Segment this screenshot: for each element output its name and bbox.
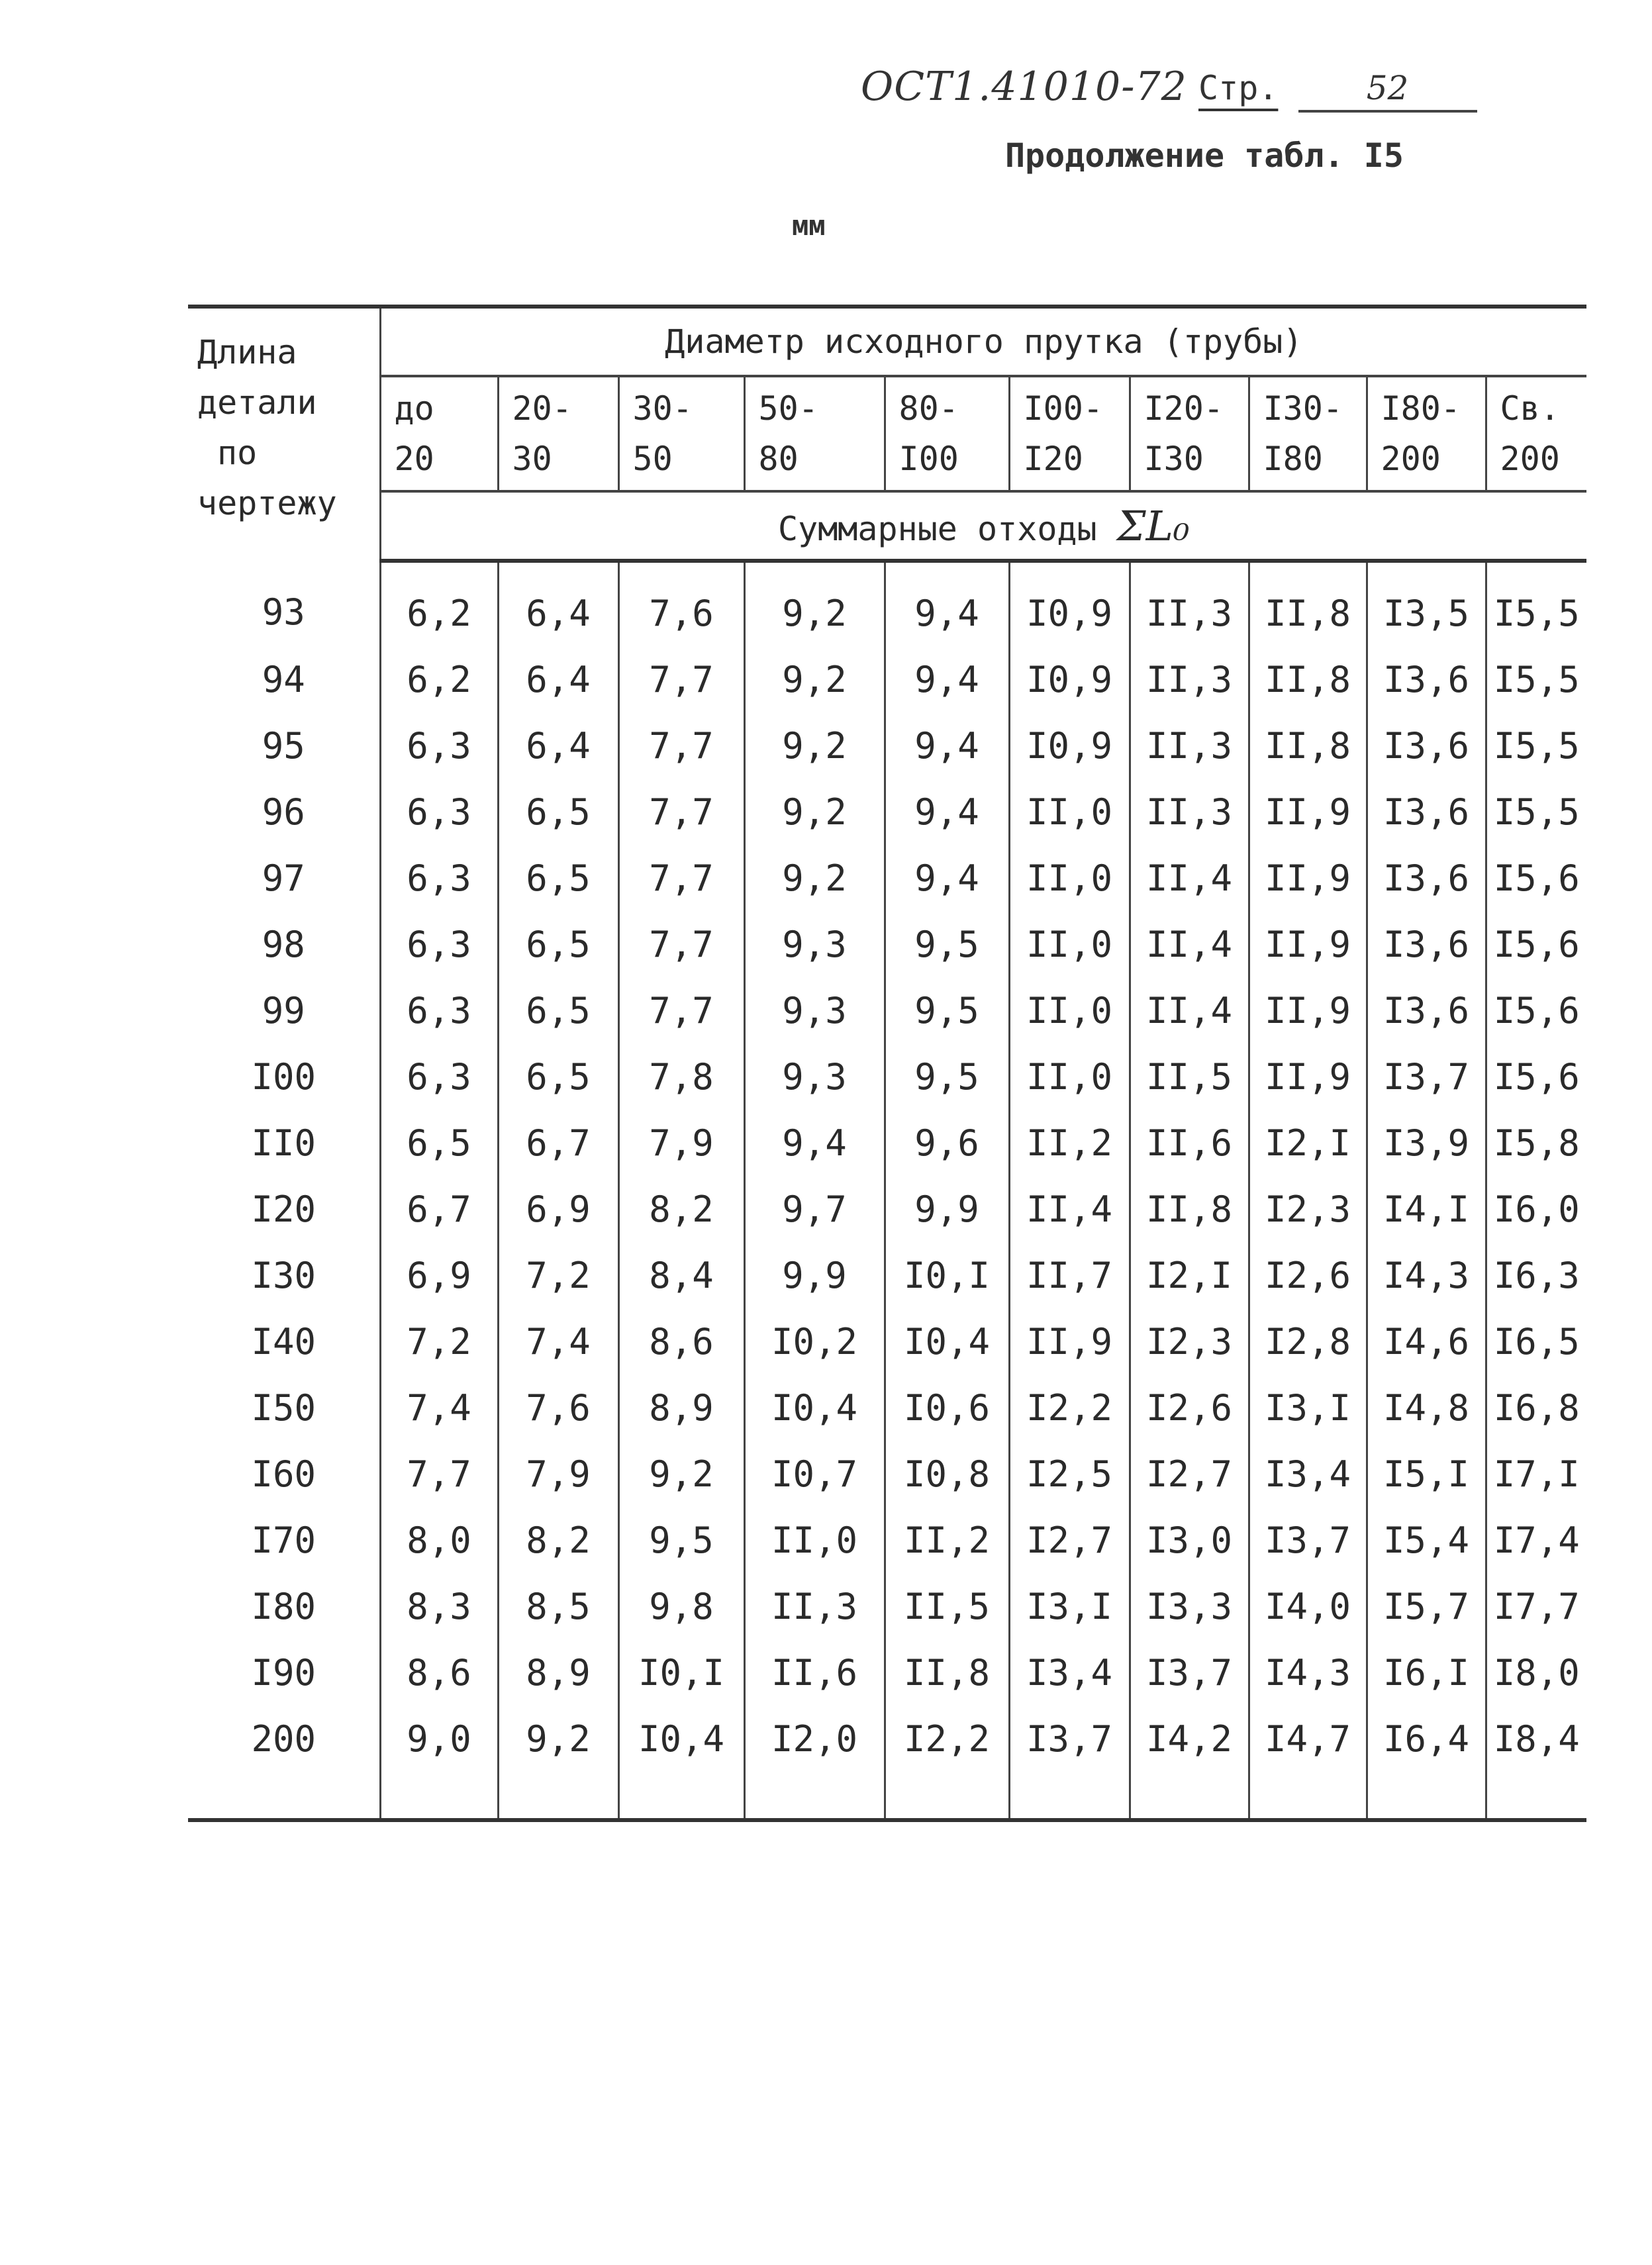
waste-value-cell: I2,7: [1009, 1507, 1130, 1573]
diameter-header-line: I20: [1023, 440, 1083, 478]
waste-value-cell: II,3: [1130, 712, 1249, 779]
waste-value-cell: I0,9: [1009, 712, 1130, 779]
waste-value-cell: II,0: [1009, 845, 1130, 911]
waste-value-cell: I0,I: [885, 1242, 1009, 1308]
length-header-line: чертежу: [197, 484, 337, 522]
table-bottom-rule: [188, 1818, 1586, 1820]
waste-value-cell: I3,6: [1367, 977, 1486, 1043]
total-waste-header: [380, 491, 1586, 561]
diameter-header-line: I30-: [1263, 389, 1343, 428]
part-length-cell: I60: [251, 1453, 316, 1495]
waste-value-cell: I0,4: [885, 1308, 1009, 1374]
waste-value-cell: I0,6: [885, 1374, 1009, 1441]
waste-value-cell: I4,3: [1367, 1242, 1486, 1308]
waste-value-cell: 7,6: [498, 1374, 618, 1441]
waste-value-cell: II,8: [1249, 561, 1367, 646]
waste-value-cell: II,8: [885, 1639, 1009, 1706]
diameter-header-line: I20-: [1143, 389, 1224, 428]
waste-value-cell: II,9: [1249, 779, 1367, 845]
waste-value-cell: 6,5: [380, 1110, 498, 1176]
waste-value-cell: II,0: [744, 1507, 885, 1573]
part-length-cell: 94: [262, 658, 305, 700]
waste-value-cell: I5,8: [1486, 1110, 1586, 1176]
waste-value-cell: 6,3: [380, 977, 498, 1043]
waste-value-cell: I0,I: [618, 1639, 744, 1706]
waste-value-cell: II,5: [1130, 1043, 1249, 1110]
waste-value-cell: 9,5: [618, 1507, 744, 1573]
waste-value-cell: II,7: [1009, 1242, 1130, 1308]
diameter-header-line: 80-: [899, 389, 959, 428]
waste-value-cell: I2,5: [1009, 1441, 1130, 1507]
part-length-cell: 97: [262, 857, 305, 899]
page-label: Стр.: [1198, 69, 1279, 107]
table-row: [188, 845, 1586, 911]
waste-value-cell: 6,3: [380, 1043, 498, 1110]
waste-value-cell: 9,2: [744, 561, 885, 646]
waste-value-cell: 7,4: [498, 1308, 618, 1374]
waste-value-cell: I3,4: [1009, 1639, 1130, 1706]
waste-value-cell: I5,4: [1367, 1507, 1486, 1573]
waste-value-cell: I3,I: [1009, 1573, 1130, 1639]
part-length-cell: I80: [251, 1585, 316, 1627]
waste-value-cell: 7,7: [380, 1441, 498, 1507]
diameter-header-line: 30-: [632, 389, 693, 428]
part-length-cell: I70: [251, 1519, 316, 1561]
waste-value-cell: I2,I: [1249, 1110, 1367, 1176]
waste-value-cell: I5,6: [1486, 977, 1586, 1043]
waste-value-cell: II,8: [1249, 712, 1367, 779]
page-number: 52: [1298, 69, 1477, 113]
waste-value-cell: 9,9: [885, 1176, 1009, 1242]
table-bottom-rule-cell: [188, 1818, 1586, 1820]
waste-value-cell: 9,5: [885, 977, 1009, 1043]
diameter-column-header: [1009, 376, 1130, 491]
waste-value-cell: II,5: [885, 1573, 1009, 1639]
waste-value-cell: 7,2: [380, 1308, 498, 1374]
waste-value-cell: II,6: [1130, 1110, 1249, 1176]
waste-value-cell: I2,3: [1130, 1308, 1249, 1374]
diameter-header-line: 80: [758, 440, 799, 478]
waste-value-cell: II,2: [885, 1507, 1009, 1573]
waste-value-cell: II,3: [1130, 561, 1249, 646]
waste-value-cell: I2,I: [1130, 1242, 1249, 1308]
part-length-cell: 99: [262, 989, 305, 1032]
diameter-header-line: 30: [512, 440, 552, 478]
diameter-header-line: 20-: [512, 389, 572, 428]
waste-value-cell: 9,4: [885, 779, 1009, 845]
waste-value-cell: 8,6: [380, 1639, 498, 1706]
waste-value-cell: I2,3: [1249, 1176, 1367, 1242]
diameter-header-line: I30: [1143, 440, 1204, 478]
waste-value-cell: 7,2: [498, 1242, 618, 1308]
diameter-header-line: до: [394, 389, 434, 428]
waste-value-cell: I3,9: [1367, 1110, 1486, 1176]
waste-value-cell: I5,5: [1486, 561, 1586, 646]
waste-value-cell: I6,0: [1486, 1176, 1586, 1242]
waste-value-cell: 9,4: [885, 561, 1009, 646]
waste-value-cell: I4,0: [1249, 1573, 1367, 1639]
waste-value-cell: II,3: [1130, 779, 1249, 845]
waste-value-cell: II,8: [1249, 646, 1367, 712]
waste-value-cell: 8,9: [498, 1639, 618, 1706]
waste-value-cell: I0,8: [885, 1441, 1009, 1507]
waste-value-cell: 8,6: [618, 1308, 744, 1374]
diameter-header-line: I80-: [1381, 389, 1461, 428]
waste-value-cell: 7,4: [380, 1374, 498, 1441]
waste-value-cell: 7,7: [618, 712, 744, 779]
waste-value-cell: I3,7: [1130, 1639, 1249, 1706]
waste-value-cell: I3,0: [1130, 1507, 1249, 1573]
length-column-header: [188, 307, 380, 561]
waste-value-cell: I0,4: [744, 1374, 885, 1441]
waste-value-cell: 8,2: [498, 1507, 618, 1573]
waste-value-cell: I2,0: [744, 1706, 885, 1818]
part-length-cell: I20: [251, 1188, 316, 1230]
waste-value-cell: 8,0: [380, 1507, 498, 1573]
waste-value-cell: 6,5: [498, 845, 618, 911]
part-length-cell: I30: [251, 1254, 316, 1296]
waste-value-cell: I6,3: [1486, 1242, 1586, 1308]
diameter-group-header: Диаметр исходного прутка (трубы): [380, 307, 1586, 376]
waste-value-cell: 9,4: [885, 646, 1009, 712]
diameter-column-header: [1249, 376, 1367, 491]
waste-value-cell: I5,5: [1486, 646, 1586, 712]
waste-value-cell: II,9: [1009, 1308, 1130, 1374]
waste-value-cell: II,4: [1130, 977, 1249, 1043]
waste-value-cell: 8,4: [618, 1242, 744, 1308]
waste-value-cell: I4,2: [1130, 1706, 1249, 1818]
diameter-column-header: [1130, 376, 1249, 491]
waste-value-cell: 6,4: [498, 646, 618, 712]
waste-value-cell: 9,5: [885, 1043, 1009, 1110]
waste-value-cell: I0,4: [618, 1706, 744, 1818]
waste-value-cell: II,3: [744, 1573, 885, 1639]
waste-value-cell: I0,9: [1009, 561, 1130, 646]
waste-value-cell: 9,6: [885, 1110, 1009, 1176]
length-header-line: Длина: [197, 333, 297, 371]
waste-value-cell: I5,6: [1486, 1043, 1586, 1110]
waste-value-cell: 9,4: [885, 845, 1009, 911]
waste-value-cell: II,4: [1009, 1176, 1130, 1242]
waste-value-cell: I5,5: [1486, 779, 1586, 845]
waste-value-cell: 9,2: [744, 712, 885, 779]
waste-value-cell: I3,7: [1249, 1507, 1367, 1573]
waste-value-cell: 6,5: [498, 1043, 618, 1110]
waste-value-cell: I8,0: [1486, 1639, 1586, 1706]
waste-value-cell: II,9: [1249, 977, 1367, 1043]
waste-value-cell: I3,7: [1009, 1706, 1130, 1818]
diameter-column-header: [498, 376, 618, 491]
waste-value-cell: II,0: [1009, 1043, 1130, 1110]
waste-value-cell: 6,2: [380, 561, 498, 646]
waste-value-cell: 7,7: [618, 646, 744, 712]
waste-value-cell: 9,2: [744, 646, 885, 712]
waste-value-cell: 6,3: [380, 712, 498, 779]
waste-value-cell: 6,3: [380, 779, 498, 845]
diameter-header-line: 200: [1500, 440, 1560, 478]
waste-value-cell: I0,9: [1009, 646, 1130, 712]
waste-value-cell: 9,4: [885, 712, 1009, 779]
waste-value-cell: I3,6: [1367, 712, 1486, 779]
waste-value-cell: I4,3: [1249, 1639, 1367, 1706]
waste-value-cell: 9,2: [744, 845, 885, 911]
table-row: [188, 1043, 1586, 1110]
table-row: [188, 977, 1586, 1043]
diameter-column-header: [618, 376, 744, 491]
waste-value-cell: I3,7: [1367, 1043, 1486, 1110]
waste-value-cell: 6,5: [498, 977, 618, 1043]
table-row: [188, 1507, 1586, 1573]
waste-value-cell: 7,7: [618, 779, 744, 845]
diameter-column-header: [744, 376, 885, 491]
part-length-cell: I40: [251, 1320, 316, 1363]
waste-value-cell: I0,7: [744, 1441, 885, 1507]
waste-value-cell: II,0: [1009, 779, 1130, 845]
waste-value-cell: I4,8: [1367, 1374, 1486, 1441]
waste-value-cell: I5,5: [1486, 712, 1586, 779]
waste-value-cell: I3,3: [1130, 1573, 1249, 1639]
waste-value-cell: I5,6: [1486, 845, 1586, 911]
waste-value-cell: II,9: [1249, 1043, 1367, 1110]
waste-value-cell: 9,9: [744, 1242, 885, 1308]
waste-value-cell: 7,7: [618, 977, 744, 1043]
waste-value-cell: 8,9: [618, 1374, 744, 1441]
waste-value-cell: 9,5: [885, 911, 1009, 977]
waste-value-cell: I3,6: [1367, 845, 1486, 911]
waste-value-cell: II,3: [1130, 646, 1249, 712]
waste-value-cell: II,6: [744, 1639, 885, 1706]
waste-value-cell: 9,4: [744, 1110, 885, 1176]
diameter-column-header: [885, 376, 1009, 491]
part-length-cell: 98: [262, 923, 305, 965]
waste-value-cell: I3,6: [1367, 911, 1486, 977]
waste-value-cell: I3,6: [1367, 779, 1486, 845]
waste-value-cell: I6,5: [1486, 1308, 1586, 1374]
waste-value-cell: II,4: [1130, 845, 1249, 911]
diameter-header-line: Св.: [1500, 389, 1560, 428]
standard-code: ОСТ1.41010-72: [861, 64, 1187, 110]
waste-value-cell: I4,7: [1249, 1706, 1367, 1818]
waste-value-cell: 6,9: [498, 1176, 618, 1242]
part-length-cell: I00: [251, 1055, 316, 1098]
waste-value-cell: 8,3: [380, 1573, 498, 1639]
waste-value-cell: I2,8: [1249, 1308, 1367, 1374]
diameter-column-header: [1367, 376, 1486, 491]
units-label: мм: [792, 209, 826, 242]
waste-value-cell: 6,9: [380, 1242, 498, 1308]
table-row: [188, 1374, 1586, 1441]
waste-value-cell: I3,6: [1367, 646, 1486, 712]
waste-value-cell: II,2: [1009, 1110, 1130, 1176]
waste-value-cell: 9,8: [618, 1573, 744, 1639]
waste-value-cell: 9,0: [380, 1706, 498, 1818]
table-row: [188, 1639, 1586, 1706]
waste-value-cell: I0,2: [744, 1308, 885, 1374]
waste-value-cell: 7,7: [618, 845, 744, 911]
waste-value-cell: 9,2: [618, 1441, 744, 1507]
waste-value-cell: I6,I: [1367, 1639, 1486, 1706]
waste-value-cell: 8,5: [498, 1573, 618, 1639]
waste-value-cell: II,9: [1249, 911, 1367, 977]
table-row: [188, 1706, 1586, 1818]
waste-value-cell: 7,8: [618, 1043, 744, 1110]
part-length-cell: 200: [251, 1717, 316, 1760]
waste-value-cell: 6,4: [498, 712, 618, 779]
waste-value-cell: II,0: [1009, 911, 1130, 977]
waste-value-cell: 6,2: [380, 646, 498, 712]
waste-value-cell: 9,2: [744, 779, 885, 845]
waste-value-cell: 6,7: [498, 1110, 618, 1176]
waste-value-cell: 6,3: [380, 911, 498, 977]
part-length-cell: II0: [251, 1122, 316, 1164]
table-row: [188, 1110, 1586, 1176]
waste-value-cell: II,8: [1130, 1176, 1249, 1242]
waste-value-cell: I3,4: [1249, 1441, 1367, 1507]
sigma-l0-symbol: ΣL₀: [1116, 501, 1190, 550]
waste-value-cell: I5,6: [1486, 911, 1586, 977]
table-row: [188, 1242, 1586, 1308]
diameter-column-header: [380, 376, 498, 491]
waste-value-cell: II,4: [1130, 911, 1249, 977]
waste-value-cell: 6,7: [380, 1176, 498, 1242]
table-row: [188, 1441, 1586, 1507]
waste-value-cell: 6,4: [498, 561, 618, 646]
waste-value-cell: I7,7: [1486, 1573, 1586, 1639]
part-length-cell: 93: [262, 591, 305, 633]
part-length-cell: I50: [251, 1386, 316, 1429]
waste-value-cell: II,9: [1249, 845, 1367, 911]
waste-value-cell: II,0: [1009, 977, 1130, 1043]
waste-value-cell: I2,7: [1130, 1441, 1249, 1507]
waste-value-cell: I7,4: [1486, 1507, 1586, 1573]
waste-value-cell: 9,3: [744, 911, 885, 977]
table-row: [188, 1573, 1586, 1639]
waste-value-cell: I2,2: [885, 1706, 1009, 1818]
waste-table: [188, 305, 1586, 1822]
diameter-header-line: I00: [899, 440, 959, 478]
diameter-header-line: I80: [1263, 440, 1323, 478]
waste-value-cell: I8,4: [1486, 1706, 1586, 1818]
length-header-line: детали: [197, 383, 317, 422]
waste-value-cell: I6,4: [1367, 1706, 1486, 1818]
table-row: [188, 646, 1586, 712]
waste-value-cell: 7,9: [498, 1441, 618, 1507]
diameter-header-line: 200: [1381, 440, 1441, 478]
waste-value-cell: 7,7: [618, 911, 744, 977]
waste-value-cell: 7,9: [618, 1110, 744, 1176]
diameter-header-line: 50-: [758, 389, 818, 428]
page-reference: [1198, 69, 1477, 113]
part-length-cell: 96: [262, 791, 305, 833]
diameter-header-line: 20: [394, 440, 434, 478]
table-row: [188, 712, 1586, 779]
waste-value-cell: 6,5: [498, 911, 618, 977]
diameter-header-line: 50: [632, 440, 673, 478]
table-row: [188, 1308, 1586, 1374]
diameter-header-line: I00-: [1023, 389, 1103, 428]
table-continuation-caption: Продолжение табл. I5: [1004, 136, 1404, 175]
waste-value-cell: I5,I: [1367, 1441, 1486, 1507]
table-row: [188, 779, 1586, 845]
waste-value-cell: I4,6: [1367, 1308, 1486, 1374]
waste-value-cell: I2,2: [1009, 1374, 1130, 1441]
waste-value-cell: 7,6: [618, 561, 744, 646]
waste-value-cell: 9,3: [744, 1043, 885, 1110]
waste-value-cell: 6,3: [380, 845, 498, 911]
waste-value-cell: 9,2: [498, 1706, 618, 1818]
waste-value-cell: I2,6: [1130, 1374, 1249, 1441]
diameter-column-header: [1486, 376, 1586, 491]
waste-value-cell: 9,7: [744, 1176, 885, 1242]
waste-value-cell: I3,I: [1249, 1374, 1367, 1441]
table-row: [188, 911, 1586, 977]
part-length-cell: I90: [251, 1651, 316, 1694]
waste-value-cell: I5,7: [1367, 1573, 1486, 1639]
waste-value-cell: I3,5: [1367, 561, 1486, 646]
waste-value-cell: I6,8: [1486, 1374, 1586, 1441]
length-header-line: по: [217, 434, 258, 472]
part-length-cell: 95: [262, 724, 305, 767]
waste-value-cell: I4,I: [1367, 1176, 1486, 1242]
waste-value-cell: I2,6: [1249, 1242, 1367, 1308]
waste-value-cell: 9,3: [744, 977, 885, 1043]
table-row: [188, 1176, 1586, 1242]
table-row: [188, 561, 1586, 646]
waste-value-cell: 6,5: [498, 779, 618, 845]
waste-value-cell: I7,I: [1486, 1441, 1586, 1507]
waste-value-cell: 8,2: [618, 1176, 744, 1242]
total-waste-label: Суммарные отходы: [777, 509, 1097, 548]
